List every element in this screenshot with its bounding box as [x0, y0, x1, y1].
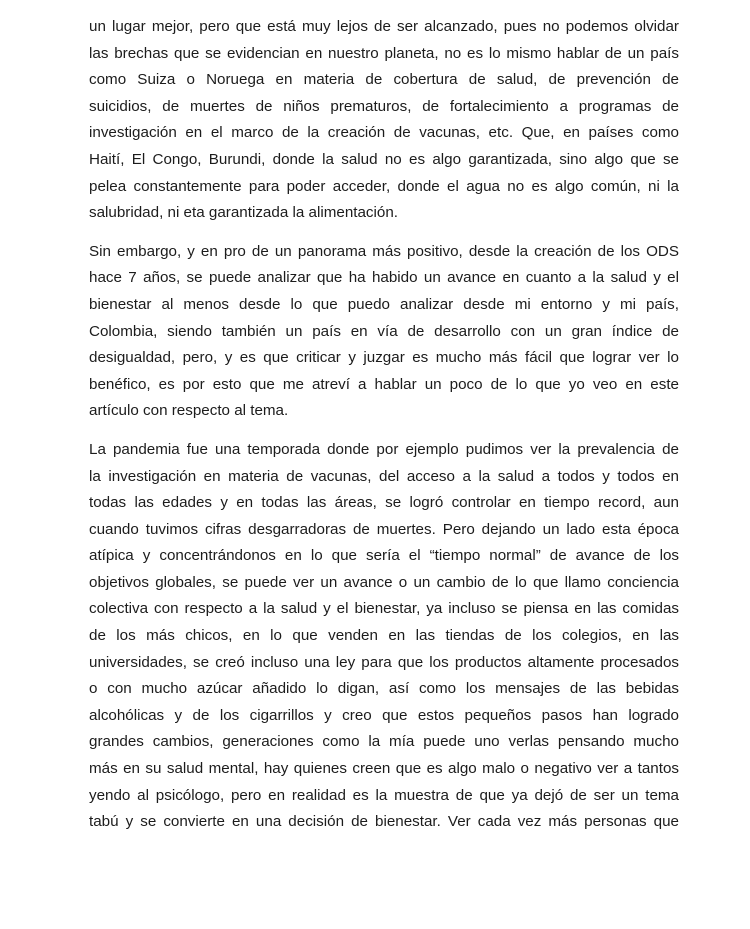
text-line: de los más chicos, en lo que venden en las tiendas de los colegios, en las: [89, 627, 679, 645]
text-line: objetivos globales, se puede ver un avance o un cambio de lo que llamo conciencia: [89, 573, 679, 591]
document-body: [89, 14, 679, 848]
text-line: hace 7 años, se puede analizar que ha habido un avance en cuanto a la salud y el: [89, 269, 679, 287]
paragraph: [89, 437, 679, 836]
text-line: universidades, se creó incluso una ley para que los productos altamente procesados: [89, 653, 679, 671]
text-line: colectiva con respecto a la salud y el bienestar, ya incluso se piensa en las comidas: [89, 600, 679, 618]
text-line: salubridad, ni eta garantizada la alimentación.: [89, 204, 399, 222]
paragraph: [89, 14, 679, 227]
text-line: benéfico, es por esto que me atreví a hablar un poco de lo que yo veo en este: [89, 375, 679, 393]
text-line: las brechas que se evidencian en nuestro planeta, no es lo mismo hablar de un país: [89, 44, 679, 62]
text-line: investigación en el marco de la creación de vacunas, etc. Que, en países como: [89, 124, 679, 142]
text-line: tabú y se convierte en una decisión de bienestar. Ver cada vez más personas que: [89, 813, 679, 831]
text-line: todas las edades y en todas las áreas, se logró controlar en tiempo record, aun: [89, 494, 679, 512]
text-line: grandes cambios, generaciones como la mía puede uno verlas pensando mucho: [89, 733, 679, 751]
text-line: la investigación en materia de vacunas, del acceso a la salud a todos y todos en: [89, 467, 679, 485]
paragraph: [89, 239, 679, 425]
text-line: suicidios, de muertes de niños prematuros, de fortalecimiento a programas de: [89, 97, 679, 115]
text-line: La pandemia fue una temporada donde por ejemplo pudimos ver la prevalencia de: [89, 440, 679, 458]
text-line: Haití, El Congo, Burundi, donde la salud no es algo garantizada, sino algo que se: [89, 150, 679, 168]
text-line: más en su salud mental, hay quienes creen que es algo malo o negativo ver a tantos: [89, 760, 679, 778]
text-line: bienestar al menos desde lo que puedo analizar desde mi entorno y mi país,: [89, 295, 679, 313]
text-line: desigualdad, pero, y es que criticar y juzgar es mucho más fácil que lograr ver lo: [89, 349, 679, 367]
text-line: como Suiza o Noruega en materia de cobertura de salud, de prevención de: [89, 71, 679, 89]
text-line: pelea constantemente para poder acceder, donde el agua no es algo común, ni la: [89, 177, 679, 195]
text-line: Sin embargo, y en pro de un panorama más positivo, desde la creación de los ODS: [89, 242, 679, 260]
text-line: alcohólicas y de los cigarrillos y creo que estos pequeños pasos han logrado: [89, 706, 679, 724]
text-line: un lugar mejor, pero que está muy lejos de ser alcanzado, pues no podemos olvidar: [89, 18, 679, 35]
text-line: artículo con respecto al tema.: [89, 402, 289, 420]
text-line: Colombia, siendo también un país en vía de desarrollo con un gran índice de: [89, 322, 679, 340]
text-line: o con mucho azúcar añadido lo digan, así como los mensajes de las bebidas: [89, 680, 679, 698]
text-line: cuando tuvimos cifras desgarradoras de muertes. Pero dejando un lado esta época: [89, 520, 679, 538]
text-line: atípica y concentrándonos en lo que sería el “tiempo normal” de avance de los: [89, 547, 679, 565]
text-line: yendo al psicólogo, pero en realidad es la muestra de que ya dejó de ser un tema: [89, 786, 679, 804]
